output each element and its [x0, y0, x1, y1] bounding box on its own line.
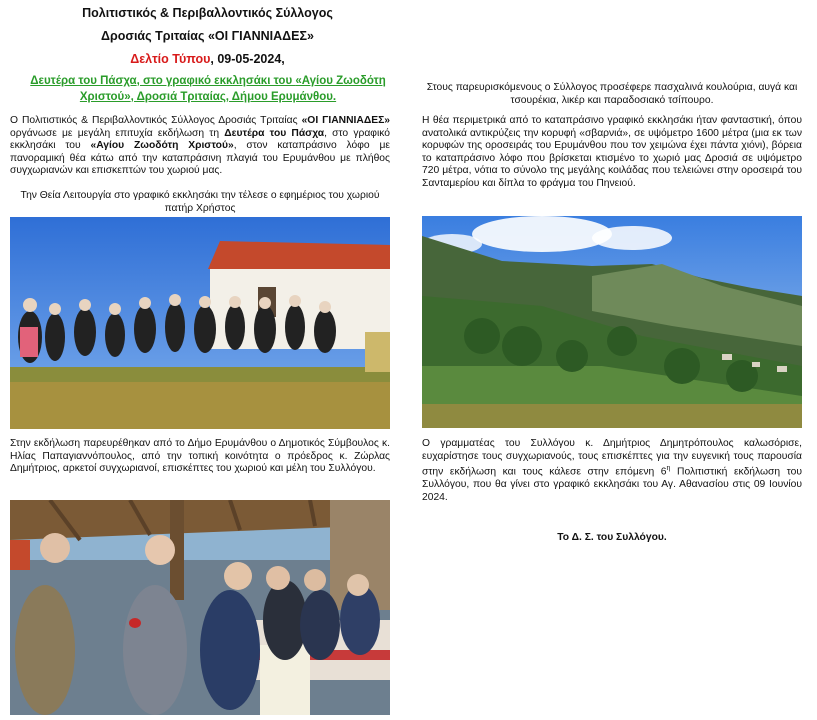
signature: Το Δ. Σ. του Συλλόγου.: [557, 532, 667, 543]
left-paragraph-1: [10, 115, 390, 178]
press-release-date: , 09-05-2024,: [210, 52, 285, 66]
church-name: «Αγίου Ζωοδότη Χριστού»: [90, 140, 234, 152]
subtitle-day: Δευτέρα του Πάσχα: [30, 75, 137, 87]
text-span: , στον καταπράσινο λόφο με πανοραμική θέα κάτω από την καταπράσινη πλαγιά του Ερυμάνθου με πλήθος συγχωριανών και επισκεπτών του χωριού μας.: [10, 140, 390, 177]
church-crowd-photo: [10, 217, 390, 429]
event-subtitle: [18, 73, 398, 105]
text-span: , στο γραφικό εκκλησάκι του: [10, 127, 391, 152]
event-day: Δευτέρα του Πάσχα: [224, 127, 325, 139]
org-name-line2: Δροσιάς Τριταίας «ΟΙ ΓΙΑΝΝΙΑΔΕΣ»: [101, 29, 314, 43]
subtitle-church: «Αγίου Ζωοδότη Χριστού»: [79, 75, 386, 103]
press-release-label: Δελτίο Τύπου: [130, 52, 211, 66]
ordinal-suffix: η: [666, 465, 671, 473]
mountain-landscape-photo: [422, 216, 802, 428]
subtitle-joiner: , στο γραφικό εκκλησάκι του: [136, 75, 296, 87]
left-paragraph-2: Στην εκδήλωση παρευρέθηκαν από το Δήμο Ερυμάνθου ο Δημοτικός Σύμβουλος κ. Ηλίας Παπαγιαννόπουλος, από την τοπική κοινότητα ο πρόεδρος κ. Ζώρλας Δημήτριος, αρκετοί συγχωριανοί, επισκέπτες του χωριού και μέλη του Συλλόγου.: [10, 438, 390, 475]
subtitle-location: , Δροσιά Τριταίας, Δήμου Ερυμάνθου.: [130, 91, 337, 103]
org-nickname: «ΟΙ ΓΙΑΝΝΙΑΔΕΣ»: [301, 115, 390, 126]
text-span: Ο γραμματέας του Συλλόγου κ. Δημήτριος Δημητρόπουλος καλωσόρισε, ευχαρίστησε τους συγχωριανούς, τους επισκέπτες για την ευγενική τους παρουσία στην εκδήλωση και τους κάλεσε στην επόμενη 6: [422, 438, 802, 478]
gathering-table-photo: [10, 500, 390, 715]
right-paragraph-view: Η θέα περιμετρικά από το καταπράσινο γραφικό εκκλησάκι ήταν φανταστική, όπου ανατολικά αντικρύζεις την κορυφή «σβαρνιά», σε υψόμετρο 1600 μέτρα (μια εκ των κορυφών της οροσειράς του Ερυμάνθου που τον χειμώνα έχει πάντα χιόνι), βόρεια το καταπράσινο λόφο που βρίσκεται κτισμένο το χωριό μας Δροσιά σε υψόμετρο 720 μέτρα, νότια το σύνολο της μεγάλης κοιλάδας που τελειώνει στην οροσειρά του Σανταμερίου και δίπλα το φράγμα του Πηνειού.: [422, 115, 802, 189]
photo-caption-liturgy: Την Θεία Λειτουργία στο γραφικό εκκλησάκι την τέλεσε ο εφημέριος του χωριού πατήρ Χρήστος: [20, 190, 380, 214]
right-paragraph-secretary: [422, 438, 802, 504]
right-intro-text: Στους παρευρισκόμενους ο Σύλλογος προσέφερε πασχαλινά κουλούρια, αυγά και τσουρέκια, λικέρ και παραδοσιακό τσίπουρο.: [426, 82, 798, 106]
text-span: Ο Πολιτιστικός & Περιβαλλοντικός Σύλλογος Δροσιάς Τριταίας: [10, 115, 302, 126]
org-name-line1: Πολιτιστικός & Περιβαλλοντικός Σύλλογος: [82, 6, 333, 20]
text-span: οργάνωσε με μεγάλη επιτυχία εκδήλωση τη: [10, 127, 225, 139]
text-span: Πολιτιστική εκδήλωση του Συλλόγου, που θα γίνει στο γραφικό εκκλησάκι του Αγ. Αθανασίου στις 09 Ιουνίου 2024.: [422, 466, 802, 503]
press-release-line: [0, 52, 415, 66]
